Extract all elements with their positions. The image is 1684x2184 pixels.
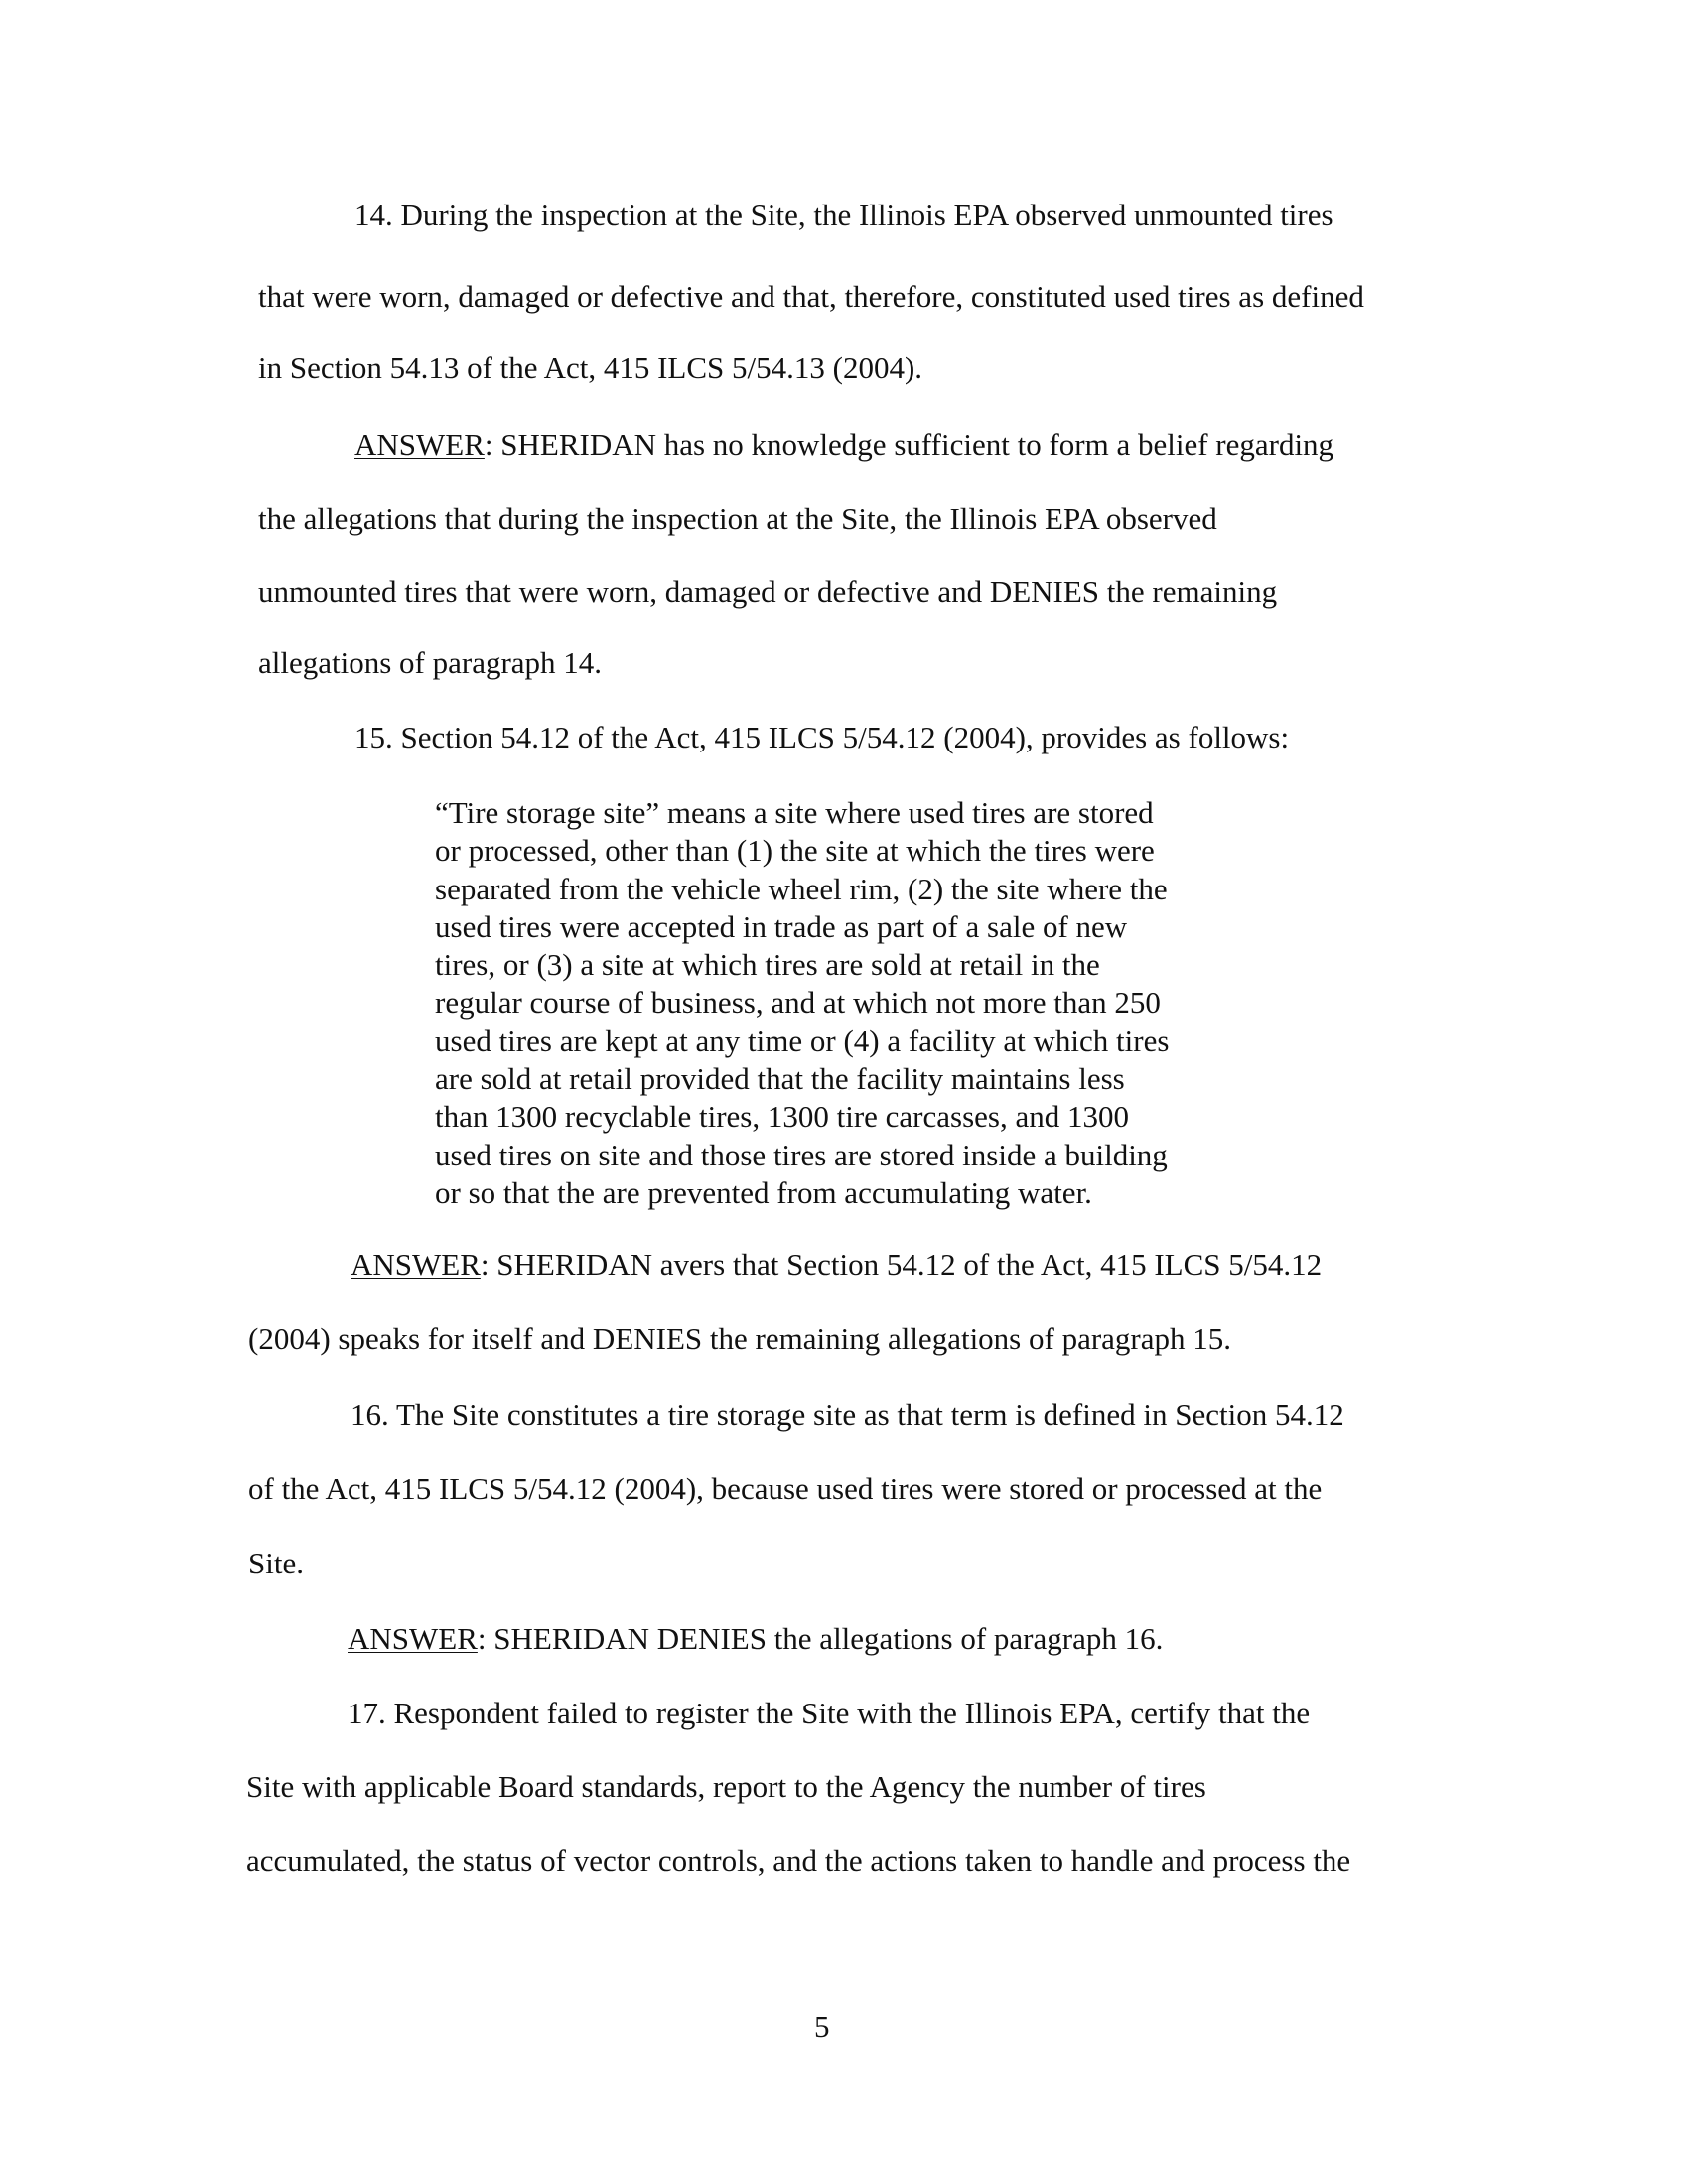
quote-line: used tires were accepted in trade as part of a sale of new [435,908,1128,944]
paragraph-14-line-2: that were worn, damaged or defective and that, therefore, constituted used tires as defined [258,279,1364,314]
paragraph-16-line-2: of the Act, 415 ILCS 5/54.12 (2004), because used tires were stored or processed at the [248,1471,1323,1506]
answer-15-text: : SHERIDAN avers that Section 54.12 of the Act, 415 ILCS 5/54.12 [480,1247,1323,1282]
answer-14-text: : SHERIDAN has no knowledge sufficient to form a belief regarding [484,427,1334,462]
quote-line: regular course of business, and at which not more than 250 [435,985,1161,1021]
answer-14-line-3: unmounted tires that were worn, damaged or defective and DENIES the remaining [258,574,1278,609]
paragraph-17-line-3: accumulated, the status of vector controls, and the actions taken to handle and process the [246,1843,1351,1878]
quote-line: “Tire storage site” means a site where used tires are stored [435,795,1154,830]
answer-16-line-1 [348,1621,1163,1657]
quote-line: than 1300 recyclable tires, 1300 tire carcasses, and 1300 [435,1099,1129,1135]
answer-label: ANSWER [351,1247,481,1282]
paragraph-17-line-2: Site with applicable Board standards, report to the Agency the number of tires [246,1769,1206,1804]
answer-14-line-1 [354,427,1333,463]
quote-line: or processed, other than (1) the site at which the tires were [435,833,1155,869]
paragraph-14-line-1: 14. During the inspection at the Site, the Illinois EPA observed unmounted tires [354,198,1333,232]
answer-14-line-4: allegations of paragraph 14. [258,645,603,680]
paragraph-16-line-3: Site. [248,1546,304,1580]
answer-label: ANSWER [348,1621,478,1656]
quote-line: separated from the vehicle wheel rim, (2) the site where the [435,871,1168,906]
answer-16-text: : SHERIDAN DENIES the allegations of paragraph 16. [477,1621,1164,1656]
answer-label: ANSWER [354,427,485,462]
quote-line: used tires on site and those tires are stored inside a building [435,1137,1168,1172]
quote-line: or so that the are prevented from accumulating water. [435,1174,1092,1210]
quote-line: are sold at retail provided that the facility maintains less [435,1061,1125,1097]
page-number: 5 [814,2009,830,2044]
answer-15-line-1 [351,1247,1322,1283]
paragraph-14-line-3: in Section 54.13 of the Act, 415 ILCS 5/54.13 (2004). [258,350,923,385]
quote-line: tires, or (3) a site at which tires are sold at retail in the [435,947,1100,983]
paragraph-15-line-1: 15. Section 54.12 of the Act, 415 ILCS 5/54.12 (2004), provides as follows: [354,720,1290,754]
paragraph-17-line-1: 17. Respondent failed to register the Site with the Illinois EPA, certify that the [348,1696,1311,1730]
statute-block-quote [435,794,1229,1212]
paragraph-16-line-1: 16. The Site constitutes a tire storage site as that term is defined in Section 54.12 [351,1397,1344,1432]
quote-line: used tires are kept at any time or (4) a facility at which tires [435,1023,1170,1058]
answer-15-line-2: (2004) speaks for itself and DENIES the remaining allegations of paragraph 15. [248,1321,1231,1356]
answer-14-line-2: the allegations that during the inspection at the Site, the Illinois EPA observed [258,501,1217,536]
